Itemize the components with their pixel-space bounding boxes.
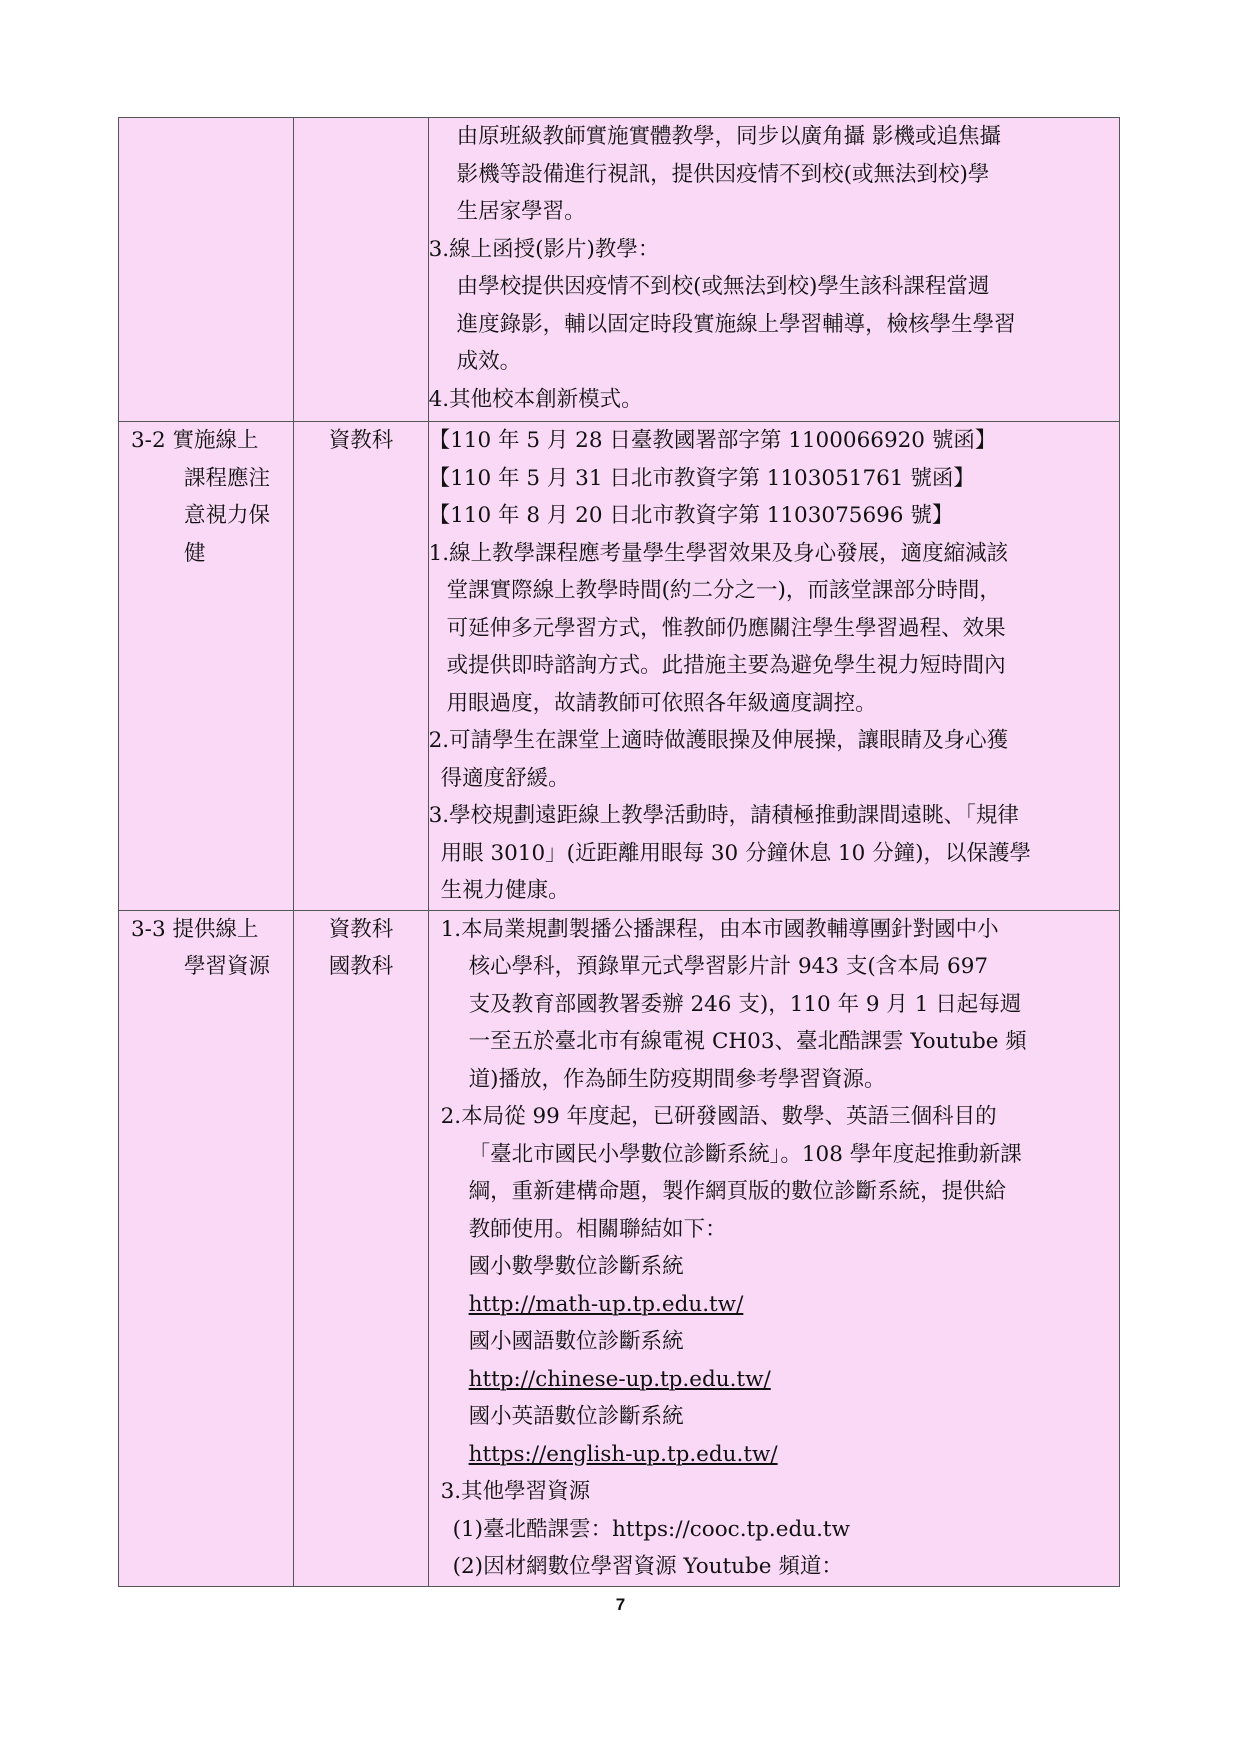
dept-label: 資教科 xyxy=(328,916,394,942)
item-title-line: 學習資源 xyxy=(184,954,271,979)
english-diagnosis-link[interactable]: https://english-up.tp.edu.tw/ xyxy=(468,1441,778,1467)
dept-cell xyxy=(294,118,428,422)
item-title-line: 課程應注 xyxy=(184,465,271,491)
content-line: (1)臺北酷課雲：https://cooc.tp.edu.tw xyxy=(452,1516,850,1542)
link-label: 國小國語數位診斷系統 xyxy=(468,1329,684,1354)
reference-line: 【110 年 5 月 28 日臺教國署部字第 1100066920 號函】 xyxy=(428,428,997,453)
table-row xyxy=(119,910,1120,1586)
item-title-line: 健 xyxy=(184,540,206,566)
content-line: 2.本局從 99 年度起，已研發國語、數學、英語三個科目的 xyxy=(440,1104,997,1129)
table-row xyxy=(119,422,1120,911)
content-line: 教師使用。相關聯結如下： xyxy=(468,1216,727,1242)
item-title-cont xyxy=(119,948,293,986)
item-number: 3-2 xyxy=(131,428,166,453)
content-line: 由學校提供因疫情不到校(或無法到校)學生該科課程當週 xyxy=(456,274,990,299)
content-line: 得適度舒緩。 xyxy=(440,765,570,791)
content-line: 用眼 3010」(近距離用眼每 30 分鐘休息 10 分鐘)，以保護學 xyxy=(440,840,1031,866)
content-line: 用眼過度，故請教師可依照各年級適度調控。 xyxy=(446,690,877,716)
link-label: 國小數學數位診斷系統 xyxy=(468,1254,684,1279)
content-line: 一至五於臺北市有線電視 CH03、臺北酷課雲 Youtube 頻 xyxy=(468,1029,1027,1054)
item-title-cont xyxy=(119,535,293,573)
content-line: 1.線上教學課程應考量學生學習效果及身心發展，適度縮減該 xyxy=(428,540,1009,566)
content-line: 綱，重新建構命題，製作網頁版的數位診斷系統，提供給 xyxy=(468,1179,1007,1204)
chinese-diagnosis-link[interactable]: http://chinese-up.tp.edu.tw/ xyxy=(468,1366,771,1392)
content-line: 或提供即時諮詢方式。此措施主要為避免學生視力短時間內 xyxy=(446,653,1006,678)
item-number: 3-3 xyxy=(131,916,166,942)
math-diagnosis-link[interactable]: http://math-up.tp.edu.tw/ xyxy=(468,1291,744,1317)
link-line xyxy=(429,1286,1119,1324)
link-label: 國小英語數位診斷系統 xyxy=(468,1404,684,1429)
content-line: 堂課實際線上教學時間(約二分之一)，而該堂課部分時間， xyxy=(446,578,1001,603)
link-line xyxy=(429,1361,1119,1399)
table-row xyxy=(119,118,1120,422)
item-title-line: 實施線上 xyxy=(172,428,259,453)
content-line: 影機等設備進行視訊，提供因疫情不到校(或無法到校)學 xyxy=(456,161,990,187)
content-line: 「臺北市國民小學數位診斷系統」。108 學年度起推動新課 xyxy=(468,1141,1022,1167)
content-line: 進度錄影，輔以固定時段實施線上學習輔導，檢核學生學習 xyxy=(456,311,1016,337)
item-cell xyxy=(119,118,294,422)
dept-label: 資教科 xyxy=(328,428,394,453)
content-line: 由原班級教師實施實體教學，同步以廣角攝 影機或追焦攝 xyxy=(456,124,1001,149)
link-line xyxy=(429,1436,1119,1474)
item-cell xyxy=(119,910,294,1586)
item-title-cont xyxy=(119,497,293,535)
content-line: 1.本局業規劃製播公播課程，由本市國教輔導團針對國中小 xyxy=(440,916,999,942)
dept-cell xyxy=(294,910,428,1586)
dept-label: 國教科 xyxy=(328,954,394,979)
content-line: 支及教育部國教署委辦 246 支)，110 年 9 月 1 日起每週 xyxy=(468,991,1022,1017)
content-line: 成效。 xyxy=(456,349,522,374)
reference-line: 【110 年 5 月 31 日北市教資字第 1103051761 號函】 xyxy=(428,465,975,491)
content-line: 2.可請學生在課堂上適時做護眼操及伸展操，讓眼睛及身心獲 xyxy=(428,728,1009,753)
content-line: 3.學校規劃遠距線上教學活動時，請積極推動課間遠眺、「規律 xyxy=(428,803,1019,828)
content-cell xyxy=(428,422,1119,911)
measures-table xyxy=(118,117,1120,1587)
content-line: 3.其他學習資源 xyxy=(440,1479,591,1504)
content-line: 道)播放，作為師生防疫期間參考學習資源。 xyxy=(468,1066,886,1092)
item-title-line: 意視力保 xyxy=(184,503,271,528)
content-line: 生視力健康。 xyxy=(440,878,570,903)
content-line: 核心學科，預錄單元式學習影片計 943 支(含本局 697 xyxy=(468,954,989,979)
item-title-cont xyxy=(119,460,293,498)
content-line: 生居家學習。 xyxy=(456,199,586,224)
dept-cell xyxy=(294,422,428,911)
content-line: 3.線上函授(影片)教學： xyxy=(428,236,660,262)
content-cell xyxy=(428,910,1119,1586)
content-line: 可延伸多元學習方式，惟教師仍應關注學生學習過程、效果 xyxy=(446,615,1006,641)
page-number: 7 xyxy=(615,1595,626,1614)
content-cell xyxy=(428,118,1119,422)
content-line: (2)因材網數位學習資源 Youtube 頻道： xyxy=(452,1554,843,1579)
content-line: 4.其他校本創新模式。 xyxy=(428,386,643,412)
item-title xyxy=(119,422,293,460)
item-cell xyxy=(119,422,294,911)
item-title-line: 提供線上 xyxy=(172,916,259,942)
item-title xyxy=(119,911,293,949)
reference-line: 【110 年 8 月 20 日北市教資字第 1103075696 號】 xyxy=(428,503,954,528)
